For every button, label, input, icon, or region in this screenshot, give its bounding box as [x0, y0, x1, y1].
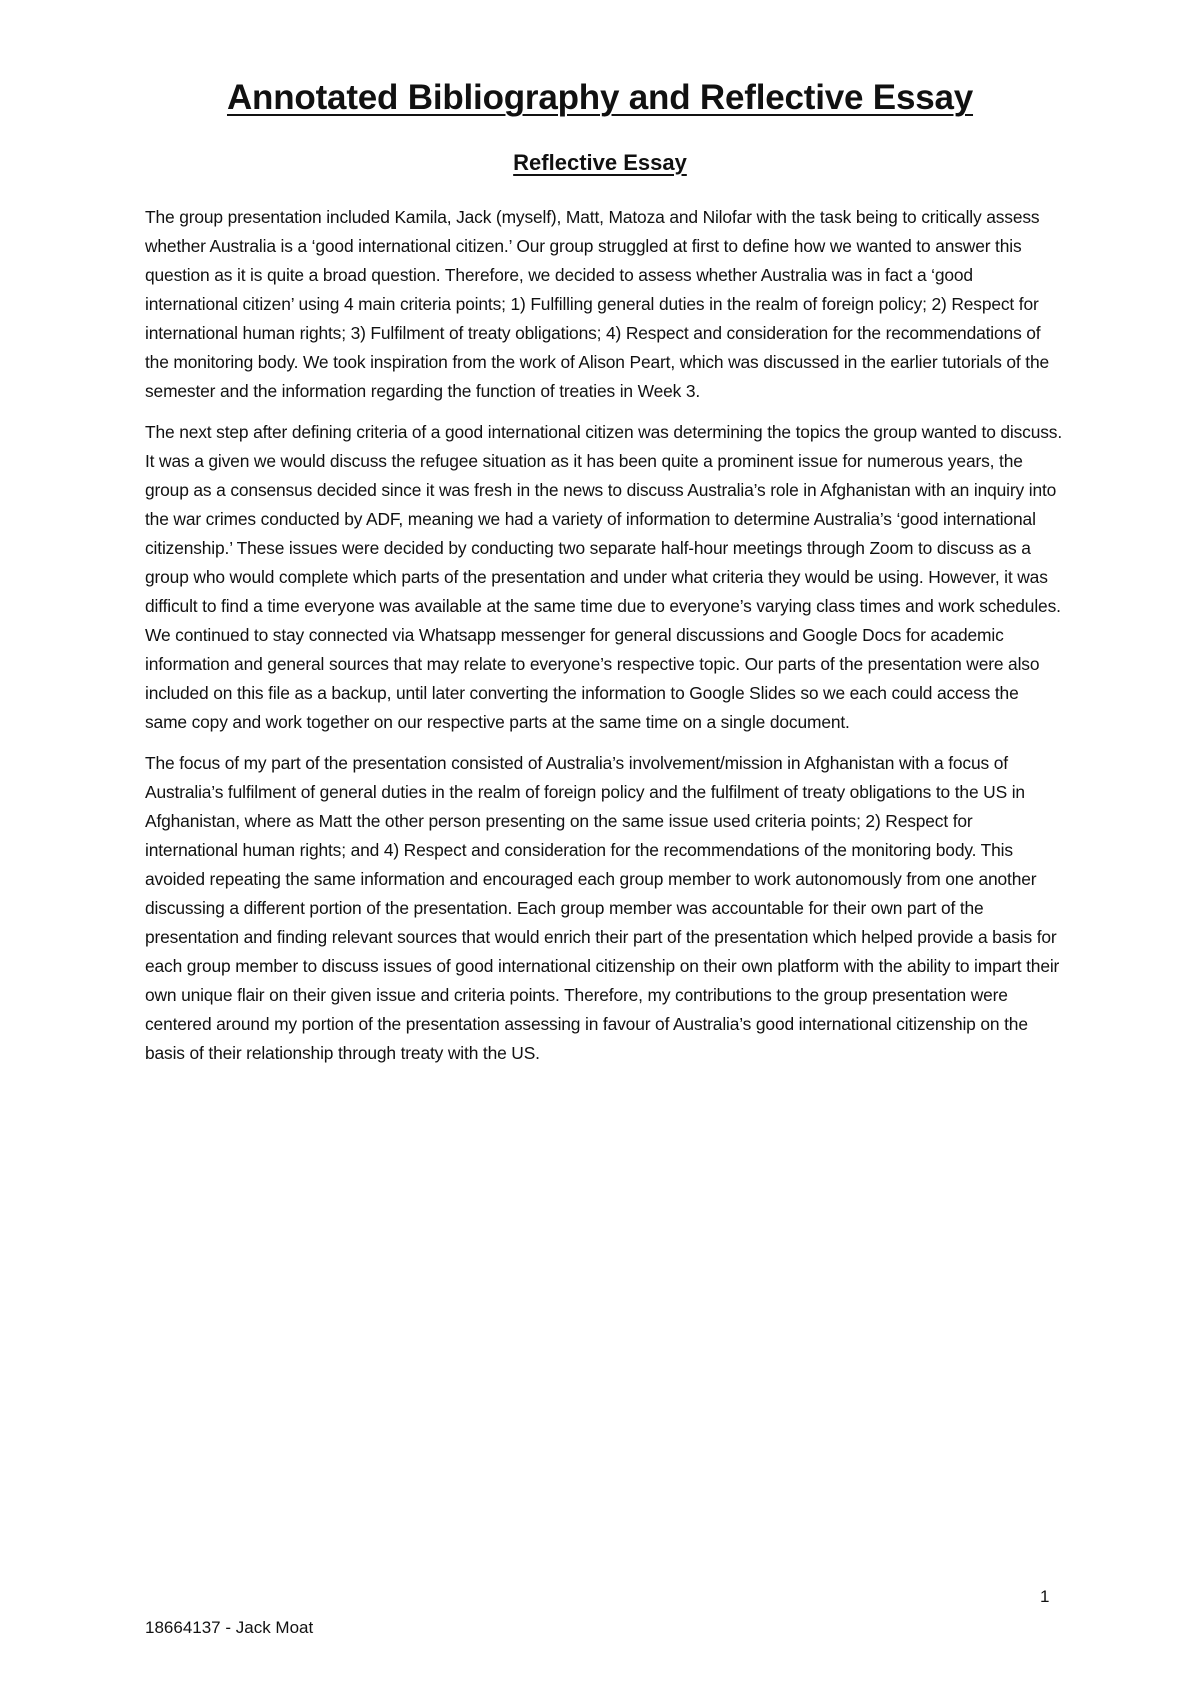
document-title: Annotated Bibliography and Reflective Essay — [226, 78, 974, 117]
paragraph-2: The next step after defining criteria of a good international citizen was determining the topics the group wanted to discuss. It was a given we would discuss the refugee situation as it has been quite a prominent issue for numerous years, the group as a consensus decided since it was fresh in the news to discuss Australia’s role in Afghanistan with an inquiry into the war crimes conducted by ADF, meaning we had a variety of information to determine Australia’s ‘good international citizenship.’ These issues were decided by conducting two separate half-hour meetings through Zoom to discuss as a group who would complete which parts of the presentation and under what criteria they would be using. However, it was difficult to find a time everyone was available at the same time due to everyone’s varying class times and work schedules. We continued to stay connected via Whatsapp messenger for general discussions and Google Docs for academic information and general sources that may relate to everyone’s respective topic. Our parts of the presentation were also included on this file as a backup, until later converting the information to Google Slides so we each could access the same copy and work together on our respective parts at the same time on a single document. — [145, 422, 1063, 732]
paragraph-1: The group presentation included Kamila, Jack (myself), Matt, Matoza and Nilofar with the task being to critically assess whether Australia is a ‘good international citizen.’ Our group struggled at first to define how we wanted to answer this question as it is quite a broad question. Therefore, we decided to assess whether Australia was in fact a ‘good international citizen’ using 4 main criteria points; 1) Fulfilling general duties in the realm of foreign policy; 2) Respect for international human rights; 3) Fulfilment of treaty obligations; 4) Respect and consideration for the recommendations of the monitoring body. We took inspiration from the work of Alison Peart, which was discussed in the earlier tutorials of the semester and the information regarding the function of treaties in Week 3. — [145, 207, 1050, 401]
essay-body — [145, 203, 1065, 1080]
page-number: 1 — [1040, 1587, 1050, 1606]
paragraph-3: The focus of my part of the presentation consisted of Australia’s involvement/mission in Afghanistan with a focus of Australia’s fulfilment of general duties in the realm of foreign policy and the fulfilment of treaty obligations to the US in Afghanistan, where as Matt the other person presenting on the same issue used criteria points; 2) Respect for international human rights; and 4) Respect and consideration for the recommendations of the monitoring body. This avoided repeating the same information and encouraged each group member to work autonomously from one another discussing a different portion of the presentation. Each group member was accountable for their own part of the presentation and finding relevant sources that would enrich their part of the presentation which helped provide a basis for each group member to discuss issues of good international citizenship on their own platform with the ability to impart their own unique flair on their given issue and criteria points. Therefore, my contributions to the group presentation were centered around my portion of the presentation assessing in favour of Australia’s good international citizenship on the basis of their relationship through treaty with the US. — [145, 753, 1060, 1063]
footer-author: 18664137 - Jack Moat — [145, 1618, 314, 1637]
section-title: Reflective Essay — [513, 150, 687, 175]
